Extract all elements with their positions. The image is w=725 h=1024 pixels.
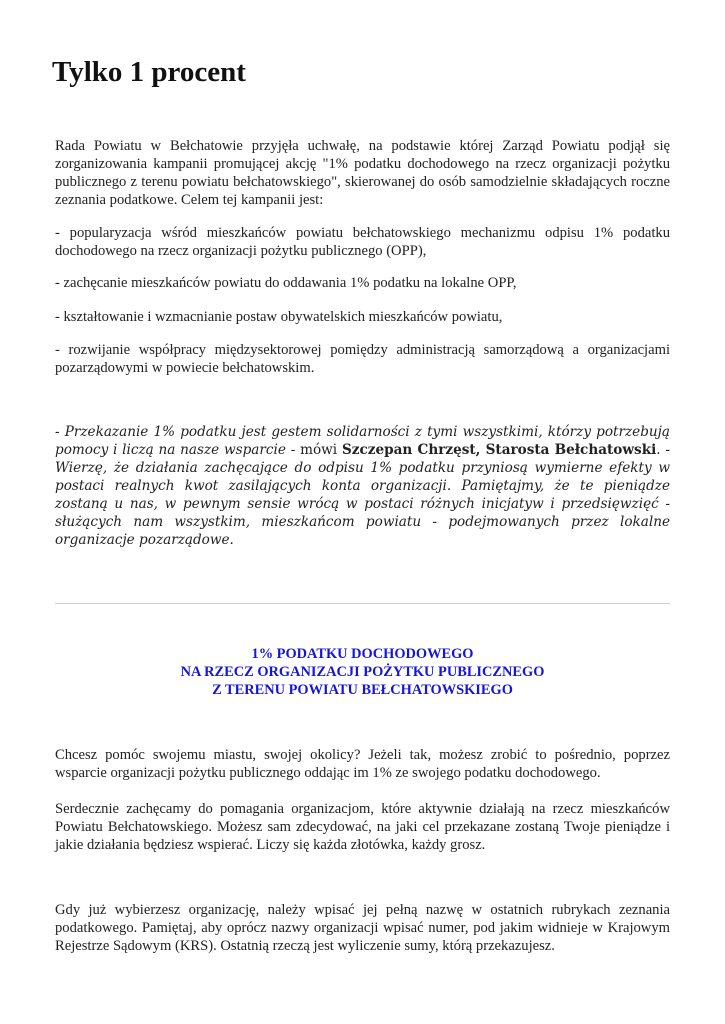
- starost-quote: [55, 423, 670, 549]
- body-paragraph: Gdy już wybierzesz organizację, należy wpisać jej pełną nazwę w ostatnich rubrykach zeznania podatkowego. Pamiętaj, aby oprócz nazwy organizacji wpisać numer, pod jakim widnieje w Krajowym Rejestrze Sądowym (KRS). Ostatnią rzeczą jest wyliczenie sumy, którą przekazujesz.: [55, 902, 670, 954]
- section-heading-line: NA RZECZ ORGANIZACJI POŻYTKU PUBLICZNEGO: [180, 664, 545, 680]
- quote-speaker: Szczepan Chrzęst, Starosta Bełchatowski: [341, 442, 657, 458]
- quote-part-1: - Przekazanie 1% podatku jest gestem solidarności z tymi wszystkimi, którzy potrzebują pomocy i liczą na nasze wsparcie: [55, 424, 670, 458]
- goal-item: - zachęcanie mieszkańców powiatu do oddawania 1% podatku na lokalne OPP,: [55, 275, 517, 291]
- quote-attribution-verb: - mówi: [285, 442, 342, 458]
- section-heading: [55, 645, 670, 699]
- section-heading-line: 1% PODATKU DOCHODOWEGO: [251, 646, 474, 662]
- horizontal-divider: [55, 603, 670, 604]
- quote-part-2: . - Wierzę, że działania zachęcające do odpisu 1% podatku przyniosą wymierne efekty w postaci realnych kwot zasilających konta organizacji. Pamiętajmy, że te pieniądze zostaną u nas, w pewnym sensie wrócą w postaci różnych inicjatyw i przedsięwzięć - służących nam wszystkim, mieszkańcom powiatu - podejmowanych przez lokalne organizacje pozarządowe.: [55, 442, 670, 548]
- body-paragraph: Serdecznie zachęcamy do pomagania organizacjom, które aktywnie działają na rzecz mieszkańców Powiatu Bełchatowskiego. Możesz sam zdecydować, na jaki cel przekazane zostaną Twoje pieniądze i jakie działania będziesz wspierać. Liczy się każda złotówka, każdy grosz.: [55, 801, 670, 853]
- body-paragraph: Chcesz pomóc swojemu miastu, swojej okolicy? Jeżeli tak, możesz zrobić to pośrednio, poprzez wsparcie organizacji pożytku publicznego oddając im 1% ze swojego podatku dochodowego.: [55, 747, 670, 781]
- goal-item: - popularyzacja wśród mieszkańców powiatu bełchatowskiego mechanizmu odpisu 1% podatku dochodowego na rzecz organizacji pożytku publicznego (OPP),: [55, 225, 670, 259]
- goal-item: - rozwijanie współpracy międzysektorowej pomiędzy administracją samorządową a organizacjami pozarządowymi w powiecie bełchatowskim.: [55, 342, 670, 376]
- goal-item: - kształtowanie i wzmacnianie postaw obywatelskich mieszkańców powiatu,: [55, 309, 503, 325]
- intro-paragraph: Rada Powiatu w Bełchatowie przyjęła uchwałę, na podstawie której Zarząd Powiatu podjął się zorganizowania kampanii promującej akcję "1% podatku dochodowego na rzecz organizacji pożytku publicznego z terenu powiatu bełchatowskiego", skierowanej do osób samodzielnie składających roczne zeznania podatkowe. Celem tej kampanii jest:: [55, 138, 670, 208]
- section-heading-line: Z TERENU POWIATU BEŁCHATOWSKIEGO: [212, 682, 513, 698]
- page-title: Tylko 1 procent: [52, 56, 246, 88]
